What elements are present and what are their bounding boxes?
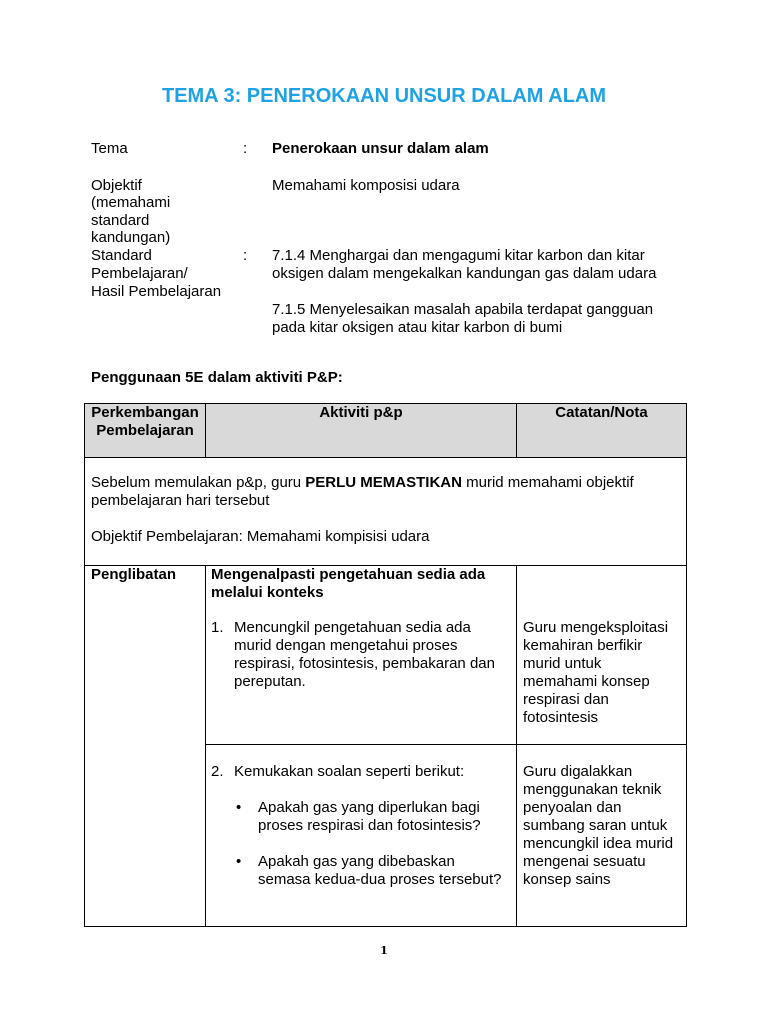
learning-outcome-7-1-5	[272, 301, 653, 337]
activity-line: Mencungkil pengetahuan sedia ada	[234, 619, 471, 636]
stage-heading-line: melalui konteks	[211, 584, 324, 601]
stage-heading-line: Mengenalpasti pengetahuan sedia ada	[211, 566, 486, 583]
learning-outcome-7-1-4	[272, 247, 656, 283]
activity-line: murid dengan mengetahui proses	[234, 637, 458, 654]
activity-1-cell	[206, 566, 517, 745]
objektif-label	[91, 177, 170, 247]
note-line: sumbang saran untuk	[523, 817, 668, 834]
outcome-line: oksigen dalam mengekalkan kandungan gas dalam udara	[272, 265, 657, 282]
tema-value: Penerokaan unsur dalam alam	[272, 140, 489, 157]
objektif-label-line: Objektif	[91, 177, 142, 194]
note-line: mengenai sesuatu	[523, 853, 646, 870]
intro-text-after: murid memahami objektif	[461, 474, 634, 491]
question-line: proses respirasi dan fotosintesis?	[258, 817, 481, 834]
question-line: Apakah gas yang dibebaskan	[258, 853, 455, 870]
tema-colon: :	[243, 140, 248, 157]
objektif-label-line: standard	[91, 211, 150, 229]
page-title: TEMA 3: PENEROKAAN UNSUR DALAM ALAM	[161, 85, 607, 107]
activity-1-text	[234, 619, 495, 691]
note-line: penyoalan dan	[523, 799, 622, 816]
bullet-icon: •	[236, 853, 242, 870]
note-line: konsep sains	[523, 871, 611, 888]
header-stage-line: Pembelajaran	[96, 422, 194, 439]
note-line: Guru digalakkan	[523, 763, 633, 780]
objektif-label-line: (memahami	[91, 194, 171, 212]
stage-name: Penglibatan	[91, 566, 177, 583]
tema-label: Tema	[91, 140, 128, 157]
question-line: Apakah gas yang diperlukan bagi	[258, 799, 480, 816]
standard-colon: :	[243, 247, 248, 264]
standard-label	[91, 247, 221, 301]
note-line: Guru mengeksploitasi	[523, 619, 669, 636]
note-line: fotosintesis	[523, 709, 599, 726]
objektif-value: Memahami komposisi udara	[272, 177, 460, 194]
header-perkembangan-pembelajaran	[85, 404, 206, 458]
intro-objective: Objektif Pembelajaran: Memahami kompisisi udara	[91, 528, 430, 545]
intro-cell	[85, 458, 687, 566]
header-activity-label: Aktiviti p&p	[319, 404, 403, 421]
page-number: 1	[380, 944, 388, 957]
activity-1-number: 1.	[211, 619, 224, 636]
note-line: mencungkil idea murid	[523, 835, 674, 852]
question-2	[258, 853, 501, 889]
intro-line-1	[91, 474, 634, 492]
outcome-line: pada kitar oksigen atau kitar karbon di bumi	[272, 319, 563, 336]
note-1-cell	[517, 566, 687, 745]
standard-label-line: Hasil Pembelajaran	[91, 283, 222, 300]
intro-line-2: pembelajaran hari tersebut	[91, 492, 270, 509]
stage-name-cell	[85, 566, 206, 927]
activity-2-text	[234, 763, 464, 781]
stage-heading	[211, 566, 485, 602]
header-aktiviti	[206, 404, 517, 458]
activity-line: Kemukakan soalan seperti berikut:	[234, 763, 465, 780]
question-line: semasa kedua-dua proses tersebut?	[258, 871, 502, 888]
objektif-label-line: kandungan)	[91, 229, 171, 247]
note-line: memahami konsep	[523, 673, 650, 690]
activity-2-cell	[206, 745, 517, 927]
bullet-icon: •	[236, 799, 242, 816]
note-2-text	[523, 763, 673, 889]
note-line: respirasi dan	[523, 691, 609, 708]
header-catatan	[517, 404, 687, 458]
question-1	[258, 799, 481, 835]
intro-text-before: Sebelum memulakan p&p, guru	[91, 474, 306, 491]
outcome-line: 7.1.4 Menghargai dan mengagumi kitar karbon dan kitar	[272, 247, 645, 264]
activity-2-number: 2.	[211, 763, 224, 780]
note-line: menggunakan teknik	[523, 781, 662, 798]
5e-activity-table	[84, 403, 687, 927]
note-line: murid untuk	[523, 655, 602, 672]
standard-label-line: Pembelajaran/	[91, 265, 188, 282]
outcome-line: 7.1.5 Menyelesaikan masalah apabila terdapat gangguan	[272, 301, 654, 318]
intro-emphasis: PERLU MEMASTIKAN	[305, 474, 462, 491]
header-stage-line: Perkembangan	[91, 404, 199, 421]
header-notes-label: Catatan/Nota	[555, 404, 648, 421]
activity-line: pereputan.	[234, 673, 306, 690]
note-1-text	[523, 619, 668, 727]
activity-line: respirasi, fotosintesis, pembakaran dan	[234, 655, 495, 672]
note-2-cell	[517, 745, 687, 927]
note-line: kemahiran berfikir	[523, 637, 643, 654]
section-heading: Penggunaan 5E dalam aktiviti P&P:	[91, 369, 343, 386]
standard-label-line: Standard	[91, 247, 152, 264]
